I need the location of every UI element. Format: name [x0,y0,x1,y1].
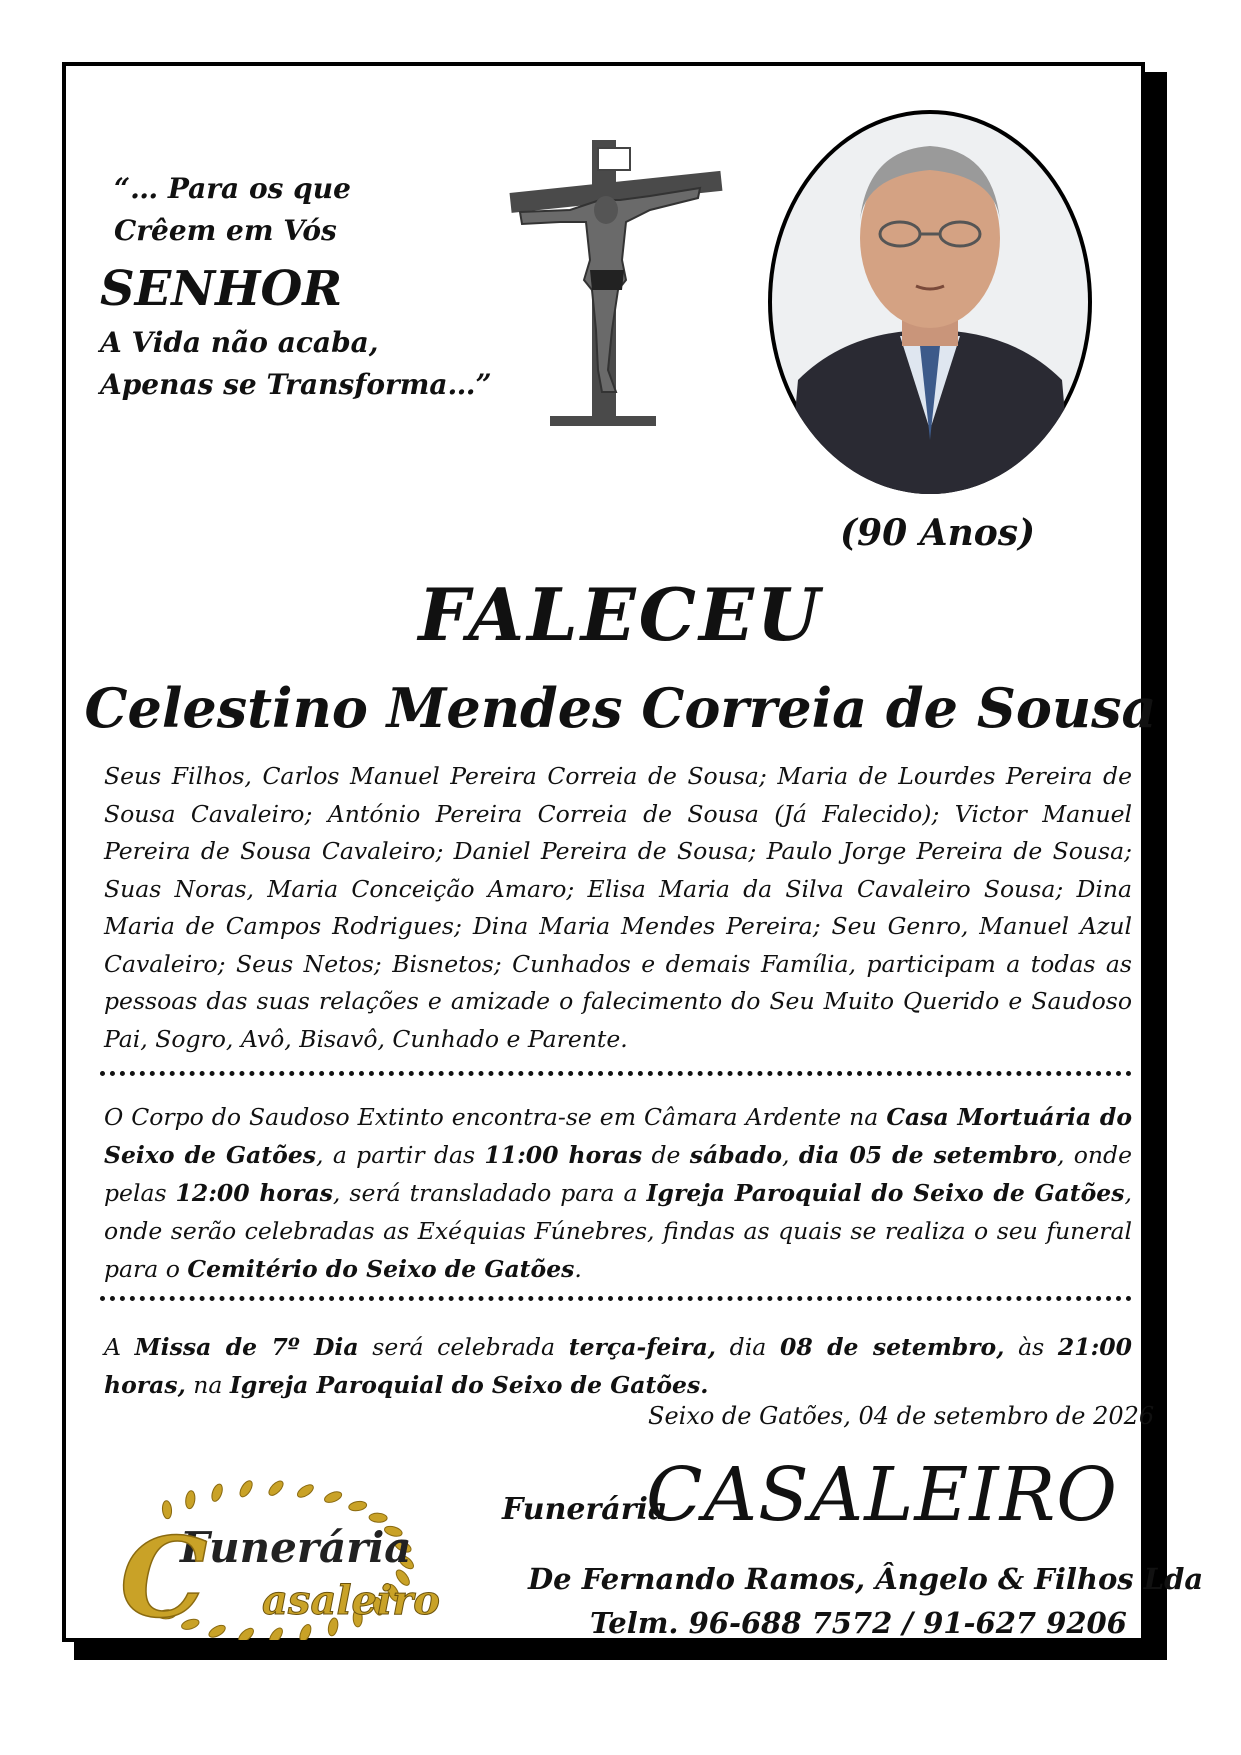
quote-line-5: Apenas se Transforma…” [100,368,492,401]
faleceu-heading: FALECEU [418,572,823,657]
portrait-photo [768,110,1092,494]
laurel-leaf [348,1500,367,1512]
laurel-leaf [298,1623,313,1640]
funeral-text: , será transladado para a [332,1179,647,1207]
logo-initial: C [120,1513,208,1640]
laurel-leaf [238,1479,255,1499]
laurel-leaf [185,1490,196,1509]
funeral-cemetery: Cemitério do Seixo de Gatões [187,1255,575,1283]
funeral-text: , onde pelas [104,1141,1132,1207]
quote-line-4: A Vida não acaba, [100,326,379,359]
laurel-leaf [210,1483,224,1503]
quote-senhor: SENHOR [100,261,343,317]
funeral-text: , [782,1141,799,1169]
crucifix-image [500,130,730,430]
dotted-divider [100,1296,1132,1301]
funeral-place: Casa Mortuária do Seixo de Gatões [104,1103,1132,1169]
mass-title: Missa de 7º Dia [134,1333,359,1361]
laurel-leaf [267,1626,285,1640]
funeral-home-name: CASALEIRO [646,1452,1118,1538]
funeral-home-owners: De Fernando Ramos, Ângelo & Filhos Lda [528,1562,1204,1596]
deceased-name: Celestino Mendes Correia de Sousa [84,676,1157,740]
funeral-weekday: sábado [689,1141,782,1169]
quote-line-1: “… Para os que [114,172,351,205]
funeral-text: , onde serão celebradas as Exéquias Fúnebres, findas as quais se realiza o seu funeral para o [104,1179,1132,1283]
laurel-leaf [236,1626,255,1640]
laurel-leaf [323,1490,343,1505]
funeral-church: Igreja Paroquial do Seixo de Gatões [646,1179,1125,1207]
mass-text: às [1004,1333,1058,1361]
laurel-leaf [295,1482,315,1499]
funeral-home-phones: Telm. 96-688 7572 / 91-627 9206 [590,1606,1127,1640]
mass-text: na [185,1371,230,1399]
laurel-leaf [267,1479,286,1498]
mass-text: será celebrada [358,1333,569,1361]
funeral-date: dia 05 de setembro [798,1141,1057,1169]
logo-line-1: Funerária [180,1523,412,1572]
funeral-text: de [642,1141,690,1169]
mass-paragraph [104,1328,1132,1404]
mass-time: 21:00 horas, [104,1333,1132,1399]
funeral-home-label: Funerária [502,1492,668,1527]
mass-date: 08 de setembro, [779,1333,1005,1361]
mass-weekday: terça-feira, [568,1333,716,1361]
laurel-leaf [207,1623,227,1640]
portrait-illustration [768,110,1092,494]
dotted-divider [100,1071,1132,1076]
family-paragraph: Seus Filhos, Carlos Manuel Pereira Correia de Sousa; Maria de Lourdes Pereira de Sousa Cavaleiro; António Pereira Correia de Sousa (Já Falecido); Victor Manuel Pereira de Sousa Cavaleiro; Daniel Pereira de Sousa; Paulo Jorge Pereira de Sousa; Suas Noras, Maria Conceição Amaro; Elisa Maria da Silva Cavaleiro Sousa; Dina Maria de Campos Rodrigues; Dina Maria Mendes Pereira; Seu Genro, Manuel Azul Cavaleiro; Seus Netos; Bisnetos; Cunhados e demais Família, participam a todas as pessoas das suas relações e amizade o falecimento do Seu Muito Querido e Saudoso Pai, Sogro, Avô, Bisavô, Cunhado e Parente. [104,762,1132,1053]
funeraria-logo [116,1470,476,1640]
quote-block [100,168,500,406]
mass-church: Igreja Paroquial do Seixo de Gatões. [229,1371,709,1399]
funeral-text: , a partir das [316,1141,485,1169]
mass-text: dia [715,1333,780,1361]
logo-line-2: asaleiro [262,1577,440,1624]
funeral-text: . [574,1255,582,1283]
funeral-time: 11:00 horas [484,1141,643,1169]
quote-line-2: Crêem em Vós [114,214,337,247]
dateline: Seixo de Gatões, 04 de setembro de 2026 [648,1402,1155,1430]
funeral-time-2: 12:00 horas [175,1179,333,1207]
funeral-paragraph [104,1098,1132,1288]
laurel-leaf [369,1513,387,1523]
mass-text: A [104,1333,135,1361]
funeral-text: O Corpo do Saudoso Extinto encontra-se em Câmara Ardente na [104,1103,887,1131]
age-label: (90 Anos) [840,512,1036,554]
